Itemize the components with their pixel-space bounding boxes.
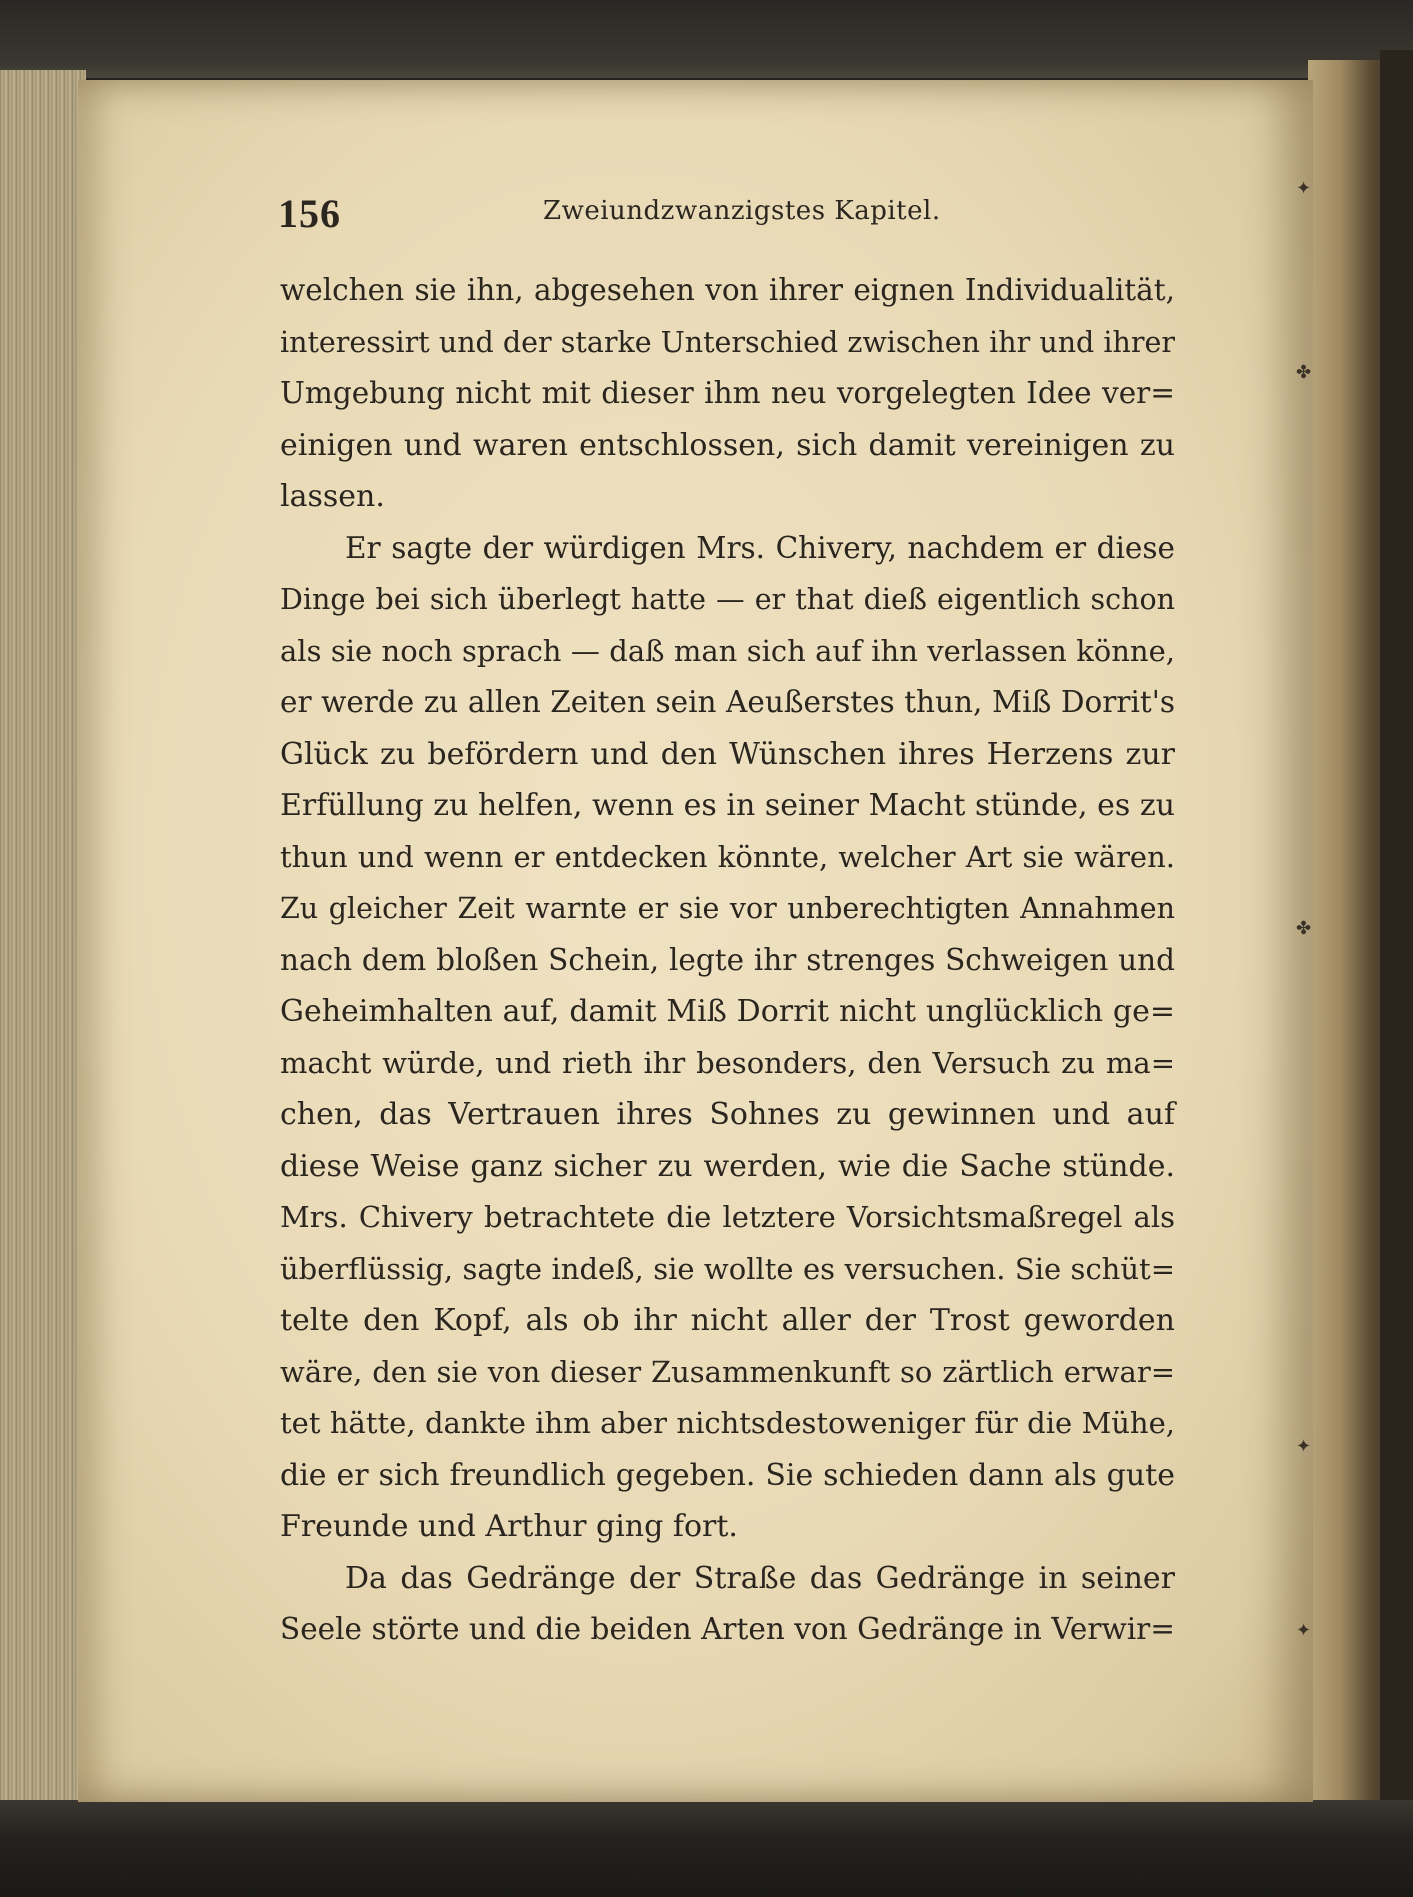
text-line: welchen sie ihn, abgesehen von ihrer eignen Individualität, [280, 273, 1175, 307]
text-line: Geheimhalten auf, damit Miß Dorrit nicht unglücklich ge= [280, 994, 1175, 1029]
margin-mark: ✦ [1296, 178, 1312, 199]
text-line: Erfüllung zu helfen, wenn es in seiner Macht stünde, es zu [280, 788, 1175, 823]
text-line: Dinge bei sich überlegt hatte — er that dieß eigentlich schon [280, 583, 1175, 616]
text-line: diese Weise ganz sicher zu werden, wie die Sache stünde. [280, 1148, 1175, 1184]
text-line: lassen. [280, 479, 385, 514]
text-line: Glück zu befördern und den Wünschen ihres Herzens zur [280, 736, 1175, 772]
right-edge [1380, 50, 1413, 1830]
text-line: thun und wenn er entdecken könnte, welcher Art sie wären. [280, 839, 1175, 874]
text-line: chen, das Vertrauen ihres Sohnes zu gewinnen und auf [280, 1097, 1175, 1132]
text-line: Zu gleicher Zeit warnte er sie vor unberechtigten Annahmen [280, 892, 1175, 925]
top-binding [0, 0, 1413, 78]
text-line: macht würde, und rieth ihr besonders, den Versuch zu ma= [280, 1045, 1175, 1080]
page-edges [0, 70, 86, 1815]
margin-mark: ✤ [1296, 362, 1312, 383]
page-header [278, 190, 1168, 240]
text-line: tet hätte, dankte ihm aber nichtsdestoweniger für die Mühe, [280, 1406, 1175, 1440]
text-line: wäre, den sie von dieser Zusammenkunft so zärtlich erwar= [280, 1354, 1175, 1389]
margin-mark: ✦ [1296, 1436, 1312, 1457]
text-line: telte den Kopf, als ob ihr nicht aller der Trost geworden [280, 1303, 1175, 1338]
text-line: Er sagte der würdigen Mrs. Chivery, nachdem er diese [345, 530, 1175, 565]
text-line: einigen und waren entschlossen, sich damit vereinigen zu [280, 427, 1175, 463]
margin-mark: ✦ [1296, 1620, 1312, 1641]
bottom-binding [0, 1800, 1413, 1897]
text-line: Seele störte und die beiden Arten von Gedränge in Verwir= [280, 1612, 1175, 1646]
text-line: Umgebung nicht mit dieser ihm neu vorgelegten Idee ver= [280, 376, 1175, 410]
text-line: nach dem bloßen Schein, legte ihr strenges Schweigen und [280, 942, 1175, 977]
text-line: die er sich freundlich gegeben. Sie schieden dann als gute [280, 1457, 1175, 1493]
margin-mark: ✤ [1296, 918, 1312, 939]
text-line: Mrs. Chivery betrachtete die letztere Vorsichtsmaßregel als [280, 1200, 1175, 1234]
text-line: überflüssig, sagte indeß, sie wollte es versuchen. Sie schüt= [280, 1251, 1175, 1286]
text-line: Da das Gedränge der Straße das Gedränge in seiner [345, 1560, 1175, 1596]
text-line: Freunde und Arthur ging fort. [280, 1509, 738, 1544]
text-line: als sie noch sprach — daß man sich auf ihn verlassen könne, [280, 633, 1175, 668]
running-head: Zweiundzwanzigstes Kapitel. [543, 196, 941, 226]
body-text [280, 265, 1175, 1656]
text-line: er werde zu allen Zeiten sein Aeußerstes thun, Miß Dorrit's [280, 685, 1175, 719]
page-number: 156 [278, 191, 341, 236]
text-line: interessirt und der starke Unterschied zwischen ihr und ihrer [280, 325, 1175, 359]
